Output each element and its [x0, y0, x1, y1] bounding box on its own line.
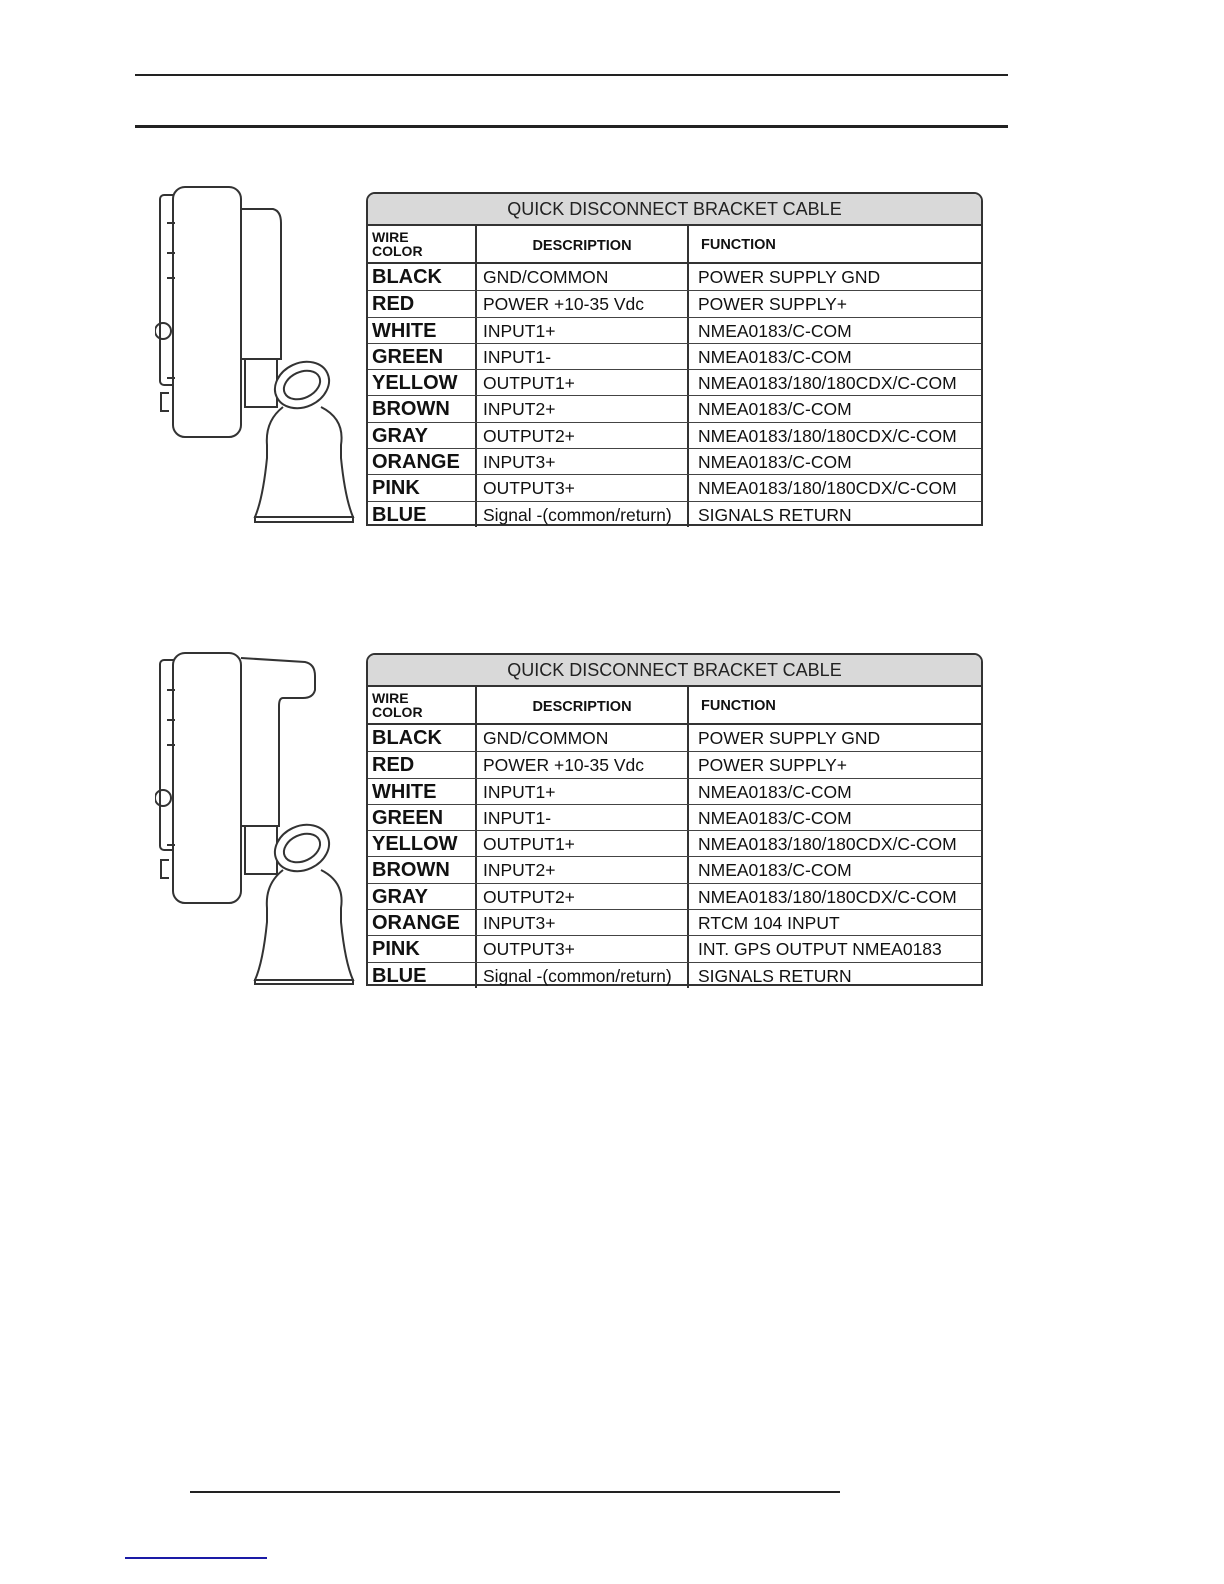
table-title: QUICK DISCONNECT BRACKET CABLE — [368, 194, 981, 226]
table-row — [368, 448, 981, 474]
table-row — [368, 830, 981, 856]
function-cell: POWER SUPPLY+ — [687, 291, 981, 316]
function-cell: NMEA0183/C-COM — [687, 857, 981, 882]
wire-color-cell: BROWN — [372, 859, 450, 882]
footer-link-underline — [125, 1557, 267, 1559]
function-cell: SIGNALS RETURN — [687, 963, 981, 988]
table-body — [368, 725, 981, 988]
wire-color-cell: ORANGE — [372, 451, 460, 474]
table-row — [368, 343, 981, 369]
header-rule-top — [135, 74, 1008, 76]
wire-color-cell: YELLOW — [372, 833, 458, 856]
table-row — [368, 725, 981, 751]
function-cell: NMEA0183/C-COM — [687, 344, 981, 369]
cable-table-1 — [366, 192, 983, 526]
header-wire-color — [368, 226, 475, 266]
table-header-row — [368, 226, 981, 264]
table-row — [368, 856, 981, 882]
cable-table-2 — [366, 653, 983, 986]
table-row — [368, 778, 981, 804]
table-row — [368, 317, 981, 343]
table-row — [368, 909, 981, 935]
function-cell: NMEA0183/180/180CDX/C-COM — [687, 423, 981, 448]
table-row — [368, 883, 981, 909]
wire-color-cell: WHITE — [372, 319, 437, 342]
footer-rule — [190, 1491, 840, 1493]
wire-color-cell: RED — [372, 754, 415, 777]
description-cell: INPUT2+ — [475, 857, 687, 882]
header-description: DESCRIPTION — [475, 226, 687, 266]
header-function: FUNCTION — [687, 687, 981, 727]
description-cell: GND/COMMON — [475, 264, 687, 290]
wire-color-cell: BLACK — [372, 727, 442, 749]
description-cell: OUTPUT3+ — [475, 936, 687, 961]
function-cell: NMEA0183/C-COM — [687, 396, 981, 421]
table-row — [368, 474, 981, 500]
device-bracket-illustration-1 — [155, 183, 365, 528]
description-cell: INPUT1- — [475, 344, 687, 369]
description-cell: Signal -(common/return) — [475, 502, 687, 527]
function-cell: POWER SUPPLY+ — [687, 752, 981, 777]
table-row — [368, 395, 981, 421]
function-cell: SIGNALS RETURN — [687, 502, 981, 527]
table-row — [368, 369, 981, 395]
description-cell: OUTPUT1+ — [475, 831, 687, 856]
function-cell: POWER SUPPLY GND — [687, 264, 981, 290]
device-bracket-illustration-2 — [155, 650, 365, 990]
table-row — [368, 804, 981, 830]
function-cell: RTCM 104 INPUT — [687, 910, 981, 935]
wire-color-cell: BROWN — [372, 398, 450, 421]
header-wire-color-label: WIRE COLOR — [372, 229, 423, 259]
wire-color-cell: ORANGE — [372, 912, 460, 935]
table-row — [368, 962, 981, 988]
table-row — [368, 935, 981, 961]
function-cell: NMEA0183/180/180CDX/C-COM — [687, 884, 981, 909]
table-row — [368, 422, 981, 448]
function-cell: NMEA0183/C-COM — [687, 779, 981, 804]
wire-color-cell: GRAY — [372, 885, 428, 908]
description-cell: GND/COMMON — [475, 725, 687, 751]
description-cell: Signal -(common/return) — [475, 963, 687, 988]
wire-color-cell: BLUE — [372, 964, 427, 987]
description-cell: INPUT3+ — [475, 449, 687, 474]
description-cell: INPUT3+ — [475, 910, 687, 935]
description-cell: INPUT1+ — [475, 779, 687, 804]
description-cell: INPUT1+ — [475, 318, 687, 343]
table-row — [368, 264, 981, 290]
wire-color-cell: BLUE — [372, 503, 427, 526]
function-cell: NMEA0183/180/180CDX/C-COM — [687, 370, 981, 395]
function-cell: NMEA0183/C-COM — [687, 449, 981, 474]
wire-color-cell: YELLOW — [372, 372, 458, 395]
function-cell: POWER SUPPLY GND — [687, 725, 981, 751]
description-cell: OUTPUT2+ — [475, 423, 687, 448]
description-cell: OUTPUT1+ — [475, 370, 687, 395]
description-cell: INPUT2+ — [475, 396, 687, 421]
function-cell: NMEA0183/180/180CDX/C-COM — [687, 475, 981, 500]
function-cell: NMEA0183/C-COM — [687, 318, 981, 343]
table-title: QUICK DISCONNECT BRACKET CABLE — [368, 655, 981, 687]
wire-color-cell: GREEN — [372, 806, 444, 829]
wire-color-cell: RED — [372, 293, 415, 316]
function-cell: NMEA0183/180/180CDX/C-COM — [687, 831, 981, 856]
description-cell: OUTPUT3+ — [475, 475, 687, 500]
wire-color-cell: BLACK — [372, 266, 442, 288]
wire-color-cell: PINK — [372, 938, 420, 961]
wire-color-cell: GREEN — [372, 345, 444, 368]
table-row — [368, 751, 981, 777]
header-description: DESCRIPTION — [475, 687, 687, 727]
header-wire-color — [368, 687, 475, 727]
function-cell: NMEA0183/C-COM — [687, 805, 981, 830]
function-cell: INT. GPS OUTPUT NMEA0183 — [687, 936, 981, 961]
description-cell: INPUT1- — [475, 805, 687, 830]
header-rule-bottom — [135, 125, 1008, 128]
header-wire-color-label: WIRE COLOR — [372, 690, 423, 720]
description-cell: OUTPUT2+ — [475, 884, 687, 909]
description-cell: POWER +10-35 Vdc — [475, 752, 687, 777]
description-cell: POWER +10-35 Vdc — [475, 291, 687, 316]
header-function: FUNCTION — [687, 226, 981, 266]
table-row — [368, 290, 981, 316]
table-header-row — [368, 687, 981, 725]
table-row — [368, 501, 981, 527]
wire-color-cell: PINK — [372, 477, 420, 500]
table-body — [368, 264, 981, 527]
wire-color-cell: GRAY — [372, 424, 428, 447]
wire-color-cell: WHITE — [372, 780, 437, 803]
